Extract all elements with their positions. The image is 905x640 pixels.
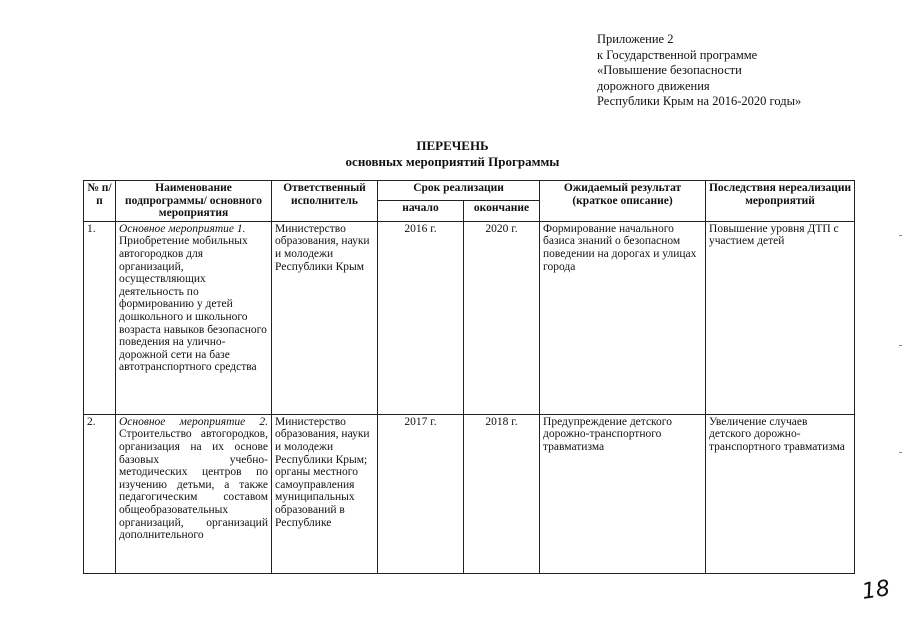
row-end: 2020 г. <box>464 221 540 414</box>
appendix-line: к Государственной программе <box>597 47 758 62</box>
event-label: Основное мероприятие 1. <box>119 222 246 235</box>
row-consequences: Увеличение случаев детского дорожно-транспортного травматизма <box>706 414 855 573</box>
header-start: начало <box>378 201 464 221</box>
row-start: 2016 г. <box>378 221 464 414</box>
row-result: Формирование начального базиса знаний о безопасном поведении на дорогах и улицах города <box>540 221 706 414</box>
row-start: 2017 г. <box>378 414 464 573</box>
table-row <box>84 414 855 573</box>
appendix-line: дорожного движения <box>597 78 710 93</box>
row-event <box>116 221 272 414</box>
row-result: Предупреждение детского дорожно-транспортного травматизма <box>540 414 706 573</box>
row-consequences: Повышение уровня ДТП с участием детей <box>706 221 855 414</box>
row-end: 2018 г. <box>464 414 540 573</box>
appendix-line: Приложение 2 <box>597 32 674 46</box>
scan-mark <box>899 345 902 346</box>
document-title: ПЕРЕЧЕНЬ <box>416 138 489 153</box>
appendix-block <box>597 32 897 110</box>
header-end: окончание <box>464 201 540 221</box>
event-text: Приобретение мобильных автогородков для организаций, осуществляющих деятельность по формированию у детей дошкольного и школьного возраста навыков безопасного поведения на улично-дорожной сети на базе автотранспортного средства <box>119 235 267 374</box>
scan-mark <box>899 235 902 236</box>
header-consequences: Последствия нереализации мероприятий <box>706 181 855 222</box>
header-num: № п/п <box>84 181 116 222</box>
header-period: Срок реализации <box>378 181 540 201</box>
row-responsible: Министерство образования, науки и молодежи Республики Крым <box>272 221 378 414</box>
event-text: Строительство автогородков, организация на их основе базовых учебно-методических центров по изучению детьми, а также педагогическим составом общеобразовательных организаций, организаций дополнительного <box>119 428 268 542</box>
events-table <box>83 180 855 574</box>
header-name: Наименование подпрограммы/ основного мероприятия <box>116 181 272 222</box>
row-num: 2. <box>84 414 116 573</box>
header-responsible: Ответственный исполнитель <box>272 181 378 222</box>
event-label: Основное мероприятие 2. <box>119 415 268 428</box>
appendix-line: «Повышение безопасности <box>597 63 742 77</box>
header-result: Ожидаемый результат (краткое описание) <box>540 181 706 222</box>
table-row <box>84 221 855 414</box>
document-subtitle: основных мероприятий Программы <box>345 154 560 169</box>
row-event <box>116 414 272 573</box>
handwritten-page-number: 18 <box>860 576 892 605</box>
row-num: 1. <box>84 221 116 414</box>
appendix-line: Республики Крым на 2016-2020 годы» <box>597 94 802 108</box>
row-responsible: Министерство образования, науки и молодежи Республики Крым; органы местного самоуправления муниципальных образований в Республике <box>272 414 378 573</box>
scan-mark <box>899 452 902 453</box>
